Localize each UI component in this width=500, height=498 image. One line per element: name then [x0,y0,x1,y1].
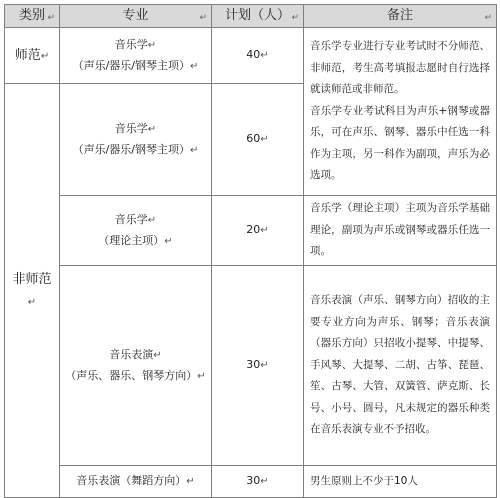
header-plan-label: 计划（人） [224,8,290,23]
major-cell [60,196,212,266]
note-cell [304,28,497,196]
paragraph-mark-icon: ↵ [260,225,269,237]
paragraph-mark-icon: ↵ [484,12,492,23]
paragraph-mark-icon: ↵ [164,235,173,247]
major-cell [60,84,212,196]
header-category-label: 类别 [18,8,45,23]
plan-cell [212,84,304,196]
header-note [304,5,497,28]
plan-value: 30 [246,474,261,488]
header-major-label: 专业 [122,8,149,23]
category-cell [5,84,60,498]
note-text: 音乐学专业考试科目为声乐+钢琴或器乐，可在声乐、钢琴、器乐中任选一科作为主项，另一科作为副项，声乐为必选项。 [310,104,490,182]
table-row [5,28,497,84]
header-row [5,5,497,28]
table-row [5,196,497,266]
paragraph-mark-icon: ↵ [147,39,157,51]
plan-cell [212,266,304,466]
note-text: 音乐表演（声乐、钢琴方向）招收的主要专业方向为声乐、钢琴；音乐表演（器乐方向）只招收小提琴、中提琴、手风琴、大提琴、二胡、古筝、琵琶、笙、古琴、大管、双簧管、萨克斯、长号、小号、圆号，凡未规定的器乐种类在音乐表演专业不予招收。 [310,294,490,436]
table-body [5,28,497,498]
table-header [5,5,497,28]
note-cell [304,466,497,498]
category-cell [5,28,60,84]
paragraph-mark-icon: ↵ [186,476,195,488]
plan-cell [212,196,304,266]
paragraph-mark-icon: ↵ [190,60,199,72]
header-major [60,5,212,28]
note-text: 音乐学（理论主项）主项为音乐学基础理论，副项为声乐或钢琴或器乐任选一项。 [310,202,490,258]
major-direction: （声乐、器乐、钢琴方向） [65,368,198,382]
header-plan [212,5,304,28]
paragraph-mark-icon: ↵ [147,214,157,226]
header-category [5,5,60,28]
paragraph-mark-icon: ↵ [27,296,37,308]
plan-value: 20 [246,223,261,237]
table-row [5,466,497,498]
major-direction: （理论主项） [98,233,165,247]
paragraph-mark-icon: ↵ [260,476,269,488]
major-name: 音乐学 [114,37,148,51]
paragraph-mark-icon: ↵ [199,12,207,23]
major-cell [60,28,212,84]
note-text: 男生原则上不少于10人 [310,474,418,487]
plan-cell [212,28,304,84]
paragraph-mark-icon: ↵ [147,123,157,135]
admission-plan-table [4,4,497,498]
paragraph-mark-icon: ↵ [260,134,269,146]
paragraph-mark-icon: ↵ [47,12,55,23]
major-cell [60,266,212,466]
major-name: 音乐表演（舞蹈方向） [76,474,187,488]
note-cell [304,196,497,266]
major-cell [60,466,212,498]
plan-value: 30 [246,358,261,372]
major-name: 音乐学 [114,121,148,135]
paragraph-mark-icon: ↵ [260,360,269,372]
category-text: 非师范 [12,271,52,287]
major-name: 音乐表演 [109,347,154,361]
header-note-label: 备注 [386,8,413,23]
major-name: 音乐学 [114,212,148,226]
note-cell [304,266,497,466]
paragraph-mark-icon: ↵ [190,144,199,156]
note-text: 音乐学专业进行专业考试时不分师范、非师范，考生高考填报志愿时自行选择就读师范或非师范。 [310,40,490,96]
major-direction: （声乐/器乐/钢琴主项） [72,142,191,156]
paragraph-mark-icon: ↵ [153,349,162,361]
table-row [5,266,497,466]
paragraph-mark-icon: ↵ [260,50,269,62]
category-text: 师范 [14,47,41,63]
plan-cell [212,466,304,498]
plan-value: 40 [246,48,261,62]
paragraph-mark-icon: ↵ [197,370,206,382]
paragraph-mark-icon: ↵ [291,12,299,23]
plan-value: 60 [246,132,261,146]
major-direction: （声乐/器乐/钢琴主项） [72,58,191,72]
paragraph-mark-icon: ↵ [40,50,50,62]
